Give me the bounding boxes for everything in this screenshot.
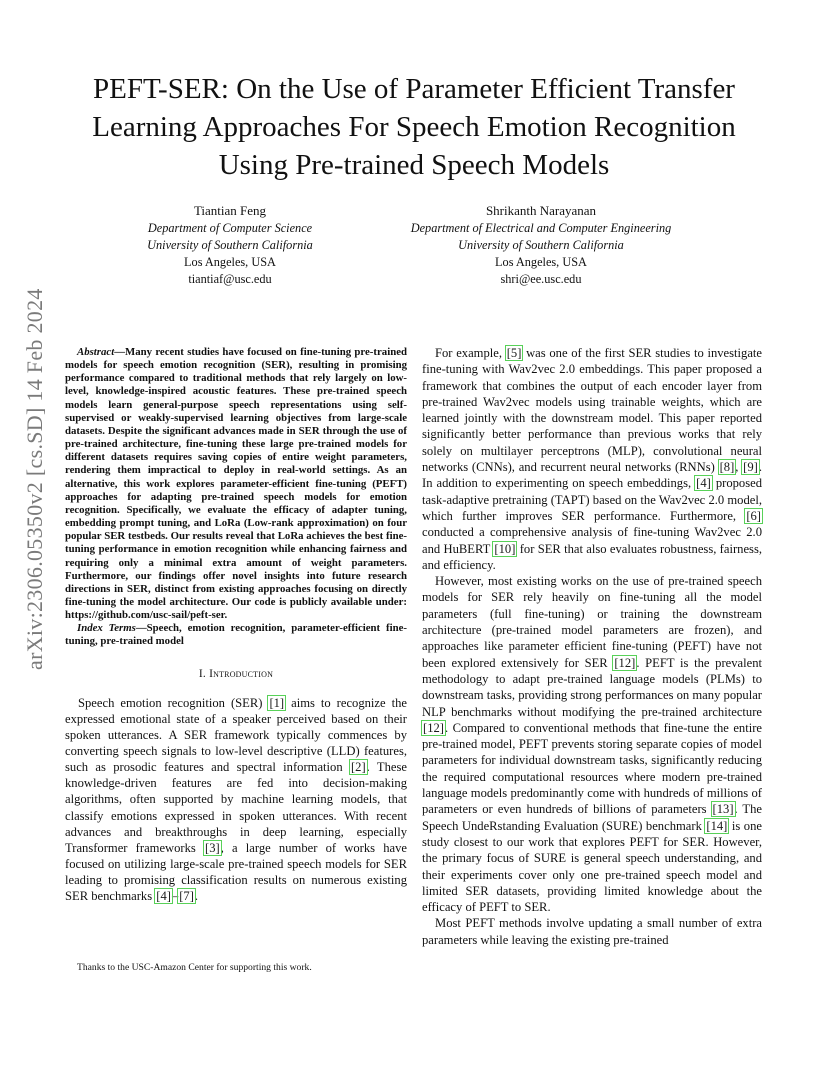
section-title: Introduction [209, 667, 274, 680]
citation-link[interactable]: [10] [494, 541, 516, 556]
text-run: . Compared to conventional methods that fine-tune the entire pre-trained model, PEFT prevents storing separate copies of model parameters for individual downstream tasks, significantly reducing the required computational resources where modern pre-trained language models predominantly come with hundreds of millions of parameters or even hundreds of billions of parameters [422, 720, 762, 817]
index-terms-text: —Speech, emotion recognition, parameter-efficient fine-tuning, pre-trained model [65, 622, 407, 648]
citation-link[interactable]: [4] [696, 476, 711, 491]
paper-title: PEFT-SER: On the Use of Parameter Efficient Transfer Learning Approaches For Speech Emotion Recognition Using Pre-trained Speech Models [92, 73, 736, 181]
citation-link[interactable]: [14] [706, 818, 728, 833]
arxiv-identifier: arXiv:2306.05350v2 [cs.SD] 14 Feb 2024 [22, 288, 47, 670]
text-run: . These knowledge-driven features are fed into decision-making algorithms, often supported by machine learning models, that classify emotions expressed in spoken utterances. With recent advances and breakthroughs in deep learning, especially Transformer frameworks [65, 760, 408, 855]
footnote: Thanks to the USC-Amazon Center for supporting this work. [77, 962, 312, 973]
text-run: . In addition to experimenting on speech embeddings, [422, 460, 763, 491]
text-run: However, most existing works on the use of pre-trained speech models for SER rely heavily on fine-tuning all the model parameters (full fine-tuning) or training the downstream architecture (pre-trained model parameters are frozen), and approaches like parameter efficient fine-tuning (PEFT) have not been explored extensively for SER [422, 574, 762, 670]
text-run: For example, [435, 346, 506, 360]
author-university: University of Southern California [147, 238, 313, 252]
author-name: Shrikanth Narayanan [485, 203, 597, 218]
abstract-lead: Abstract [77, 346, 115, 358]
body-paragraph [422, 345, 762, 573]
citation-link[interactable]: [6] [746, 508, 761, 523]
author-email: shri@ee.usc.edu [500, 272, 582, 286]
right-column [422, 345, 762, 948]
text-run: Most PEFT methods involve updating a small number of extra parameters while leaving the existing pre-trained [422, 916, 762, 947]
citation-link[interactable]: [12] [614, 655, 636, 670]
author-department: Department of Computer Science [147, 221, 313, 235]
citation-link[interactable]: [7] [179, 889, 194, 904]
text-run: . PEFT is the prevalent methodology to adapt pre-trained language models (PLMs) to downstream tasks, providing strong performances on many popular NLP benchmarks without modifying the pre-trained architecture [422, 655, 762, 719]
citation-link[interactable]: [13] [712, 802, 734, 817]
intro-paragraph [65, 695, 407, 904]
index-terms [65, 622, 407, 648]
author-block [110, 202, 350, 288]
text-run: . [194, 889, 199, 904]
citation-link[interactable]: [1] [269, 695, 285, 710]
author-name: Tiantian Feng [193, 203, 267, 218]
text-run: for SER that also evaluates robustness, fairness, and efficiency. [422, 541, 762, 572]
abstract [65, 346, 407, 622]
text-run: proposed task-adaptive pretraining (TAPT) based on the Wav2vec 2.0 model, which further improves SER performance. Furthermore, [422, 476, 762, 523]
author-block [380, 202, 702, 288]
body-paragraph [422, 573, 762, 915]
body-paragraph [422, 915, 762, 948]
citation-link[interactable]: [5] [506, 346, 522, 360]
author-location: Los Angeles, USA [184, 255, 276, 269]
author-department: Department of Electrical and Computer Engineering [410, 221, 672, 235]
citation-link[interactable]: [9] [743, 460, 758, 475]
text-run: – [171, 889, 179, 904]
section-heading [65, 667, 407, 682]
text-run: conducted a comprehensive analysis of fine-tuning Wav2vec 2.0 and HuBERT [422, 525, 762, 556]
citation-link[interactable]: [8] [719, 460, 735, 475]
author-university: University of Southern California [458, 238, 624, 252]
author-email: tiantiaf@usc.edu [188, 272, 272, 286]
author-location: Los Angeles, USA [495, 255, 587, 269]
index-terms-lead: Index Terms [77, 622, 136, 635]
citation-link[interactable]: [4] [156, 889, 171, 904]
section-number: I. [198, 667, 210, 680]
text-run: . The Speech UndeRstanding Evaluation (SURE) benchmark [422, 802, 762, 833]
text-run: was one of the first SER studies to investigate fine-tuning with Wav2vec 2.0 embeddings. This paper proposed a framework that combines the output of each encoder layer from pre-trained Wav2vec models using trainable weights, which are learned jointly with the downstream model. This paper reported significantly better performance than previous works that rely solely on multilayer perceptrons (MLP), convolutional neural networks (CNNs), and recurrent neural networks (RNNs) [422, 346, 762, 475]
citation-link[interactable]: [2] [350, 760, 366, 775]
text-run: , a large number of works have focused on utilizing large-scale pre-trained speech models for SER leading to promising classification results on numerous existing SER benchmarks [65, 840, 407, 904]
text-run: , [735, 460, 743, 475]
text-run: is one study closest to our work that explores PEFT for SER. However, the primary focus of SURE is general speech understanding, and their experiments cover only one pre-trained speech model and limited SER datasets, providing limited knowledge about the efficacy of PEFT to SER. [422, 818, 762, 915]
text-run: aims to recognize the expressed emotional state of a speaker perceived based on their spoken utterances. A SER framework typically commences by converting speech signals to low-level descriptive (LLD) features, such as prosodic features and spectral information [65, 695, 407, 775]
text-run: Speech emotion recognition (SER) [78, 695, 269, 710]
left-column [65, 346, 407, 904]
abstract-text: —Many recent studies have focused on fine-tuning pre-trained models for speech emotion recognition (SER), resulting in promising performance compared to traditional methods that rely largely on low-level, knowledge-inspired acoustic features. These pre-trained speech models learn general-purpose speech representations using self-supervised or weakly-supervised learning objectives from large-scale datasets. Despite the significant advances made in SER through the use of pre-trained architecture, fine-tuning these large pre-trained models for different datasets requires saving copies of entire weight parameters, rendering them impractical to deploy in real-world settings. As an alternative, this work explores parameter-efficient fine-tuning (PEFT) approaches for adapting pre-trained speech models for emotion recognition. Specifically, we evaluate the efficacy of adapter tuning, embedding prompt tuning, and LoRa (Low-rank approximation) on four popular SER testbeds. Our results reveal that LoRa achieves the best fine-tuning performance in emotion recognition while enhancing fairness and requiring only a minimal extra amount of weight parameters. Furthermore, our findings offer novel insights into future research directions in SER, distinct from existing approaches focusing on directly fine-tuning the model architecture. Our code is publicly available under: https://github.com/usc-sail/peft-ser. [65, 346, 407, 622]
citation-link[interactable]: [3] [205, 840, 220, 855]
citation-link[interactable]: [12] [423, 720, 444, 735]
